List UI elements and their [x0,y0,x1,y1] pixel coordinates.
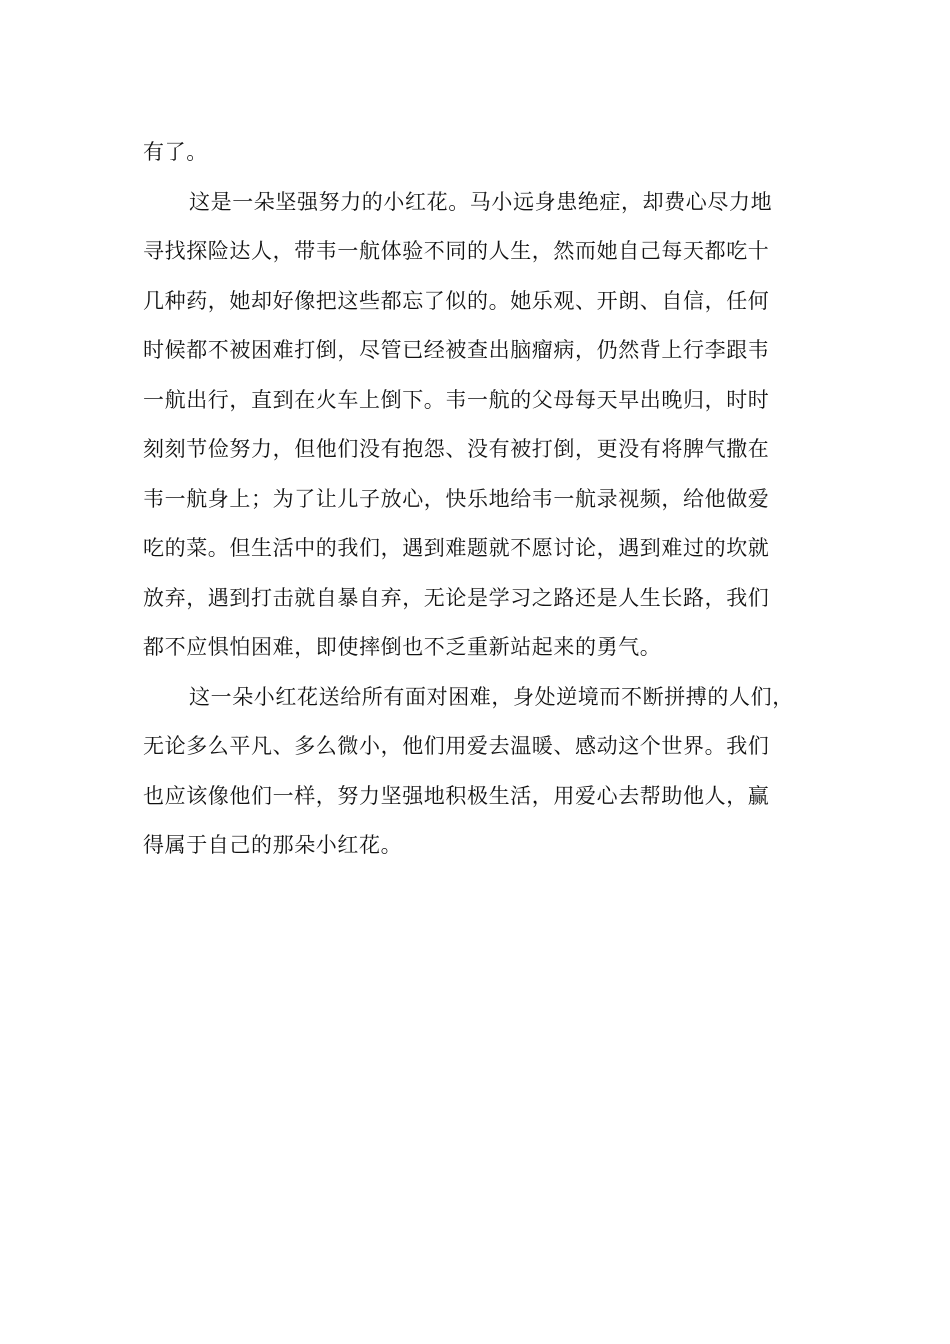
paragraph-3-line-2: 无论多么平凡、多么微小，他们用爱去温暖、感动这个世界。我们 [143,734,770,758]
paragraph-2-line-10: 都不应惧怕困难，即使摔倒也不乏重新站起来的勇气。 [143,635,662,659]
paragraph-2-line-4: 时候都不被困难打倒，尽管已经被查出脑瘤病，仍然背上行李跟韦 [143,338,770,362]
paragraph-2-line-7: 韦一航身上；为了让儿子放心，快乐地给韦一航录视频，给他做爱 [143,486,770,511]
paragraph-3-line-3: 也应该像他们一样，努力坚强地积极生活，用爱心去帮助他人，赢 [143,783,770,808]
paragraph-2-line-6: 刻刻节俭努力，但他们没有抱怨、没有被打倒，更没有将脾气撒在 [143,437,770,461]
paragraph-2-line-3: 几种药，她却好像把这些都忘了似的。她乐观、开朗、自信，任何 [143,288,770,313]
paragraph-2-line-8: 吃的菜。但生活中的我们，遇到难题就不愿讨论，遇到难过的坎就 [143,536,770,560]
paragraph-3-line-1: 这一朵小红花送给所有面对困难，身处逆境而不断拼搏的人们， [189,684,794,709]
paragraph-2-line-9: 放弃，遇到打击就自暴自弃，无论是学习之路还是人生长路，我们 [143,585,770,610]
paragraph-2-line-5: 一航出行，直到在火车上倒下。韦一航的父母每天早出晚归，时时 [143,387,770,412]
document-body [143,128,823,871]
paragraph-1-line-1: 有了。 [143,140,208,164]
paragraph-2-line-2: 寻找探险达人，带韦一航体验不同的人生，然而她自己每天都吃十 [143,239,770,263]
paragraph-3-line-4: 得属于自己的那朵小红花。 [143,833,403,857]
paragraph-2-line-1: 这是一朵坚强努力的小红花。马小远身患绝症，却费心尽力地 [189,189,773,214]
